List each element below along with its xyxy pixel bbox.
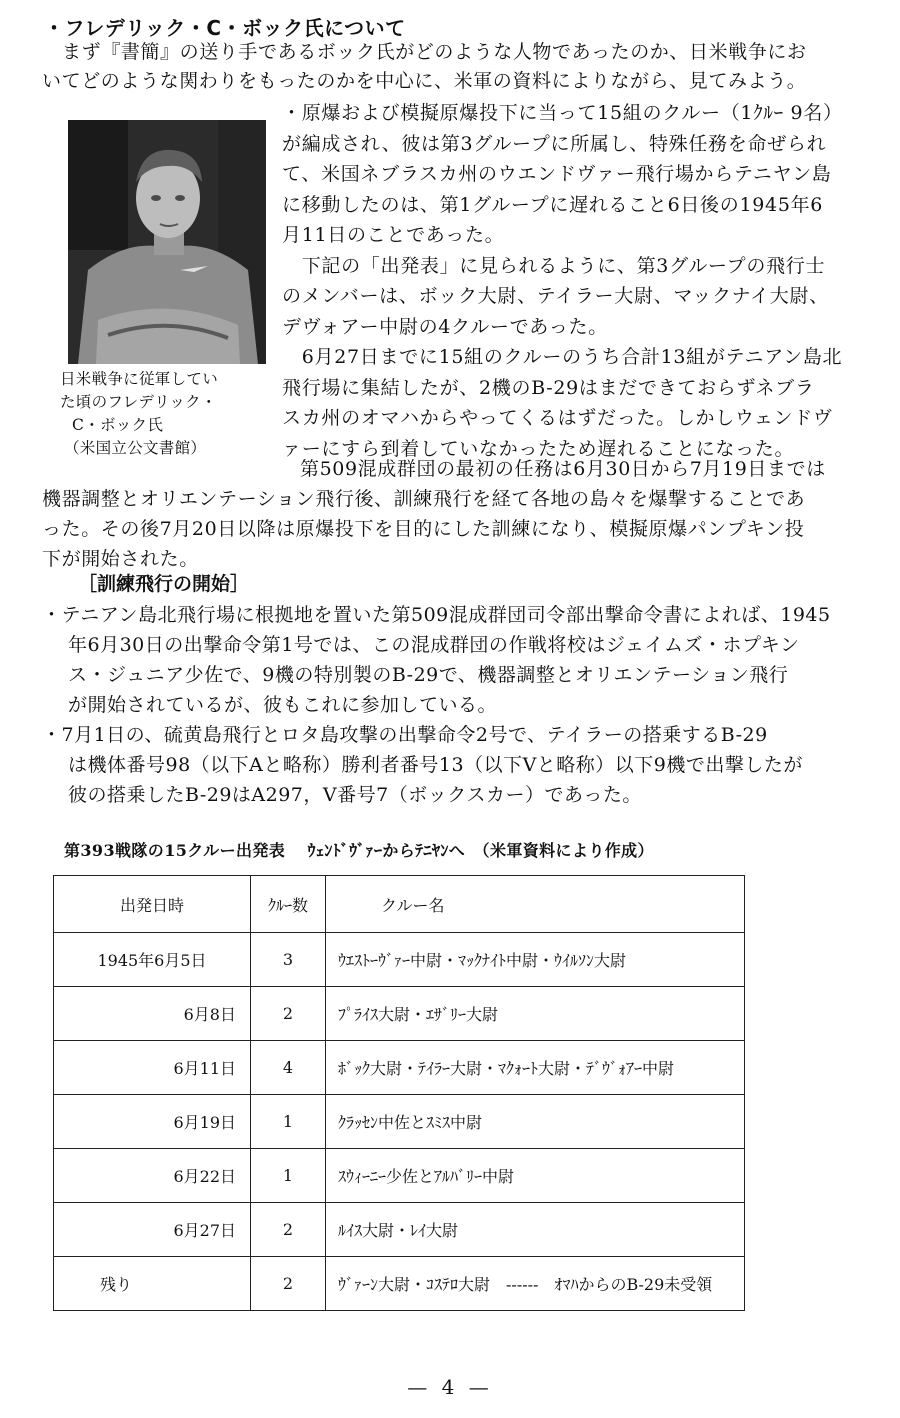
text-line: が開始されているが、彼もこれに参加している。 [68, 694, 498, 716]
table-row [54, 933, 745, 987]
date-cell: 6月22日 [54, 1149, 251, 1203]
text-line: 月11日のことであった。 [282, 224, 505, 246]
caption-line: C・ボック氏 [72, 416, 164, 434]
count-cell: 2 [251, 1257, 326, 1311]
crew-cell: ﾌﾟﾗｲｽ大尉・ｴｻﾞﾘｰ大尉 [326, 987, 745, 1041]
table-row [54, 1095, 745, 1149]
text-line: ・原爆および模擬原爆投下に当って15組のクルー（1ｸﾙｰ 9名） [282, 102, 843, 124]
text-line: が編成され、彼は第3グループに所属し、特殊任務を命ぜられ [282, 132, 827, 155]
table-row [54, 1203, 745, 1257]
column-header-date: 出発日時 [54, 876, 251, 933]
portrait-photo [68, 120, 266, 364]
crew-cell: ｳｴｽﾄｰｳﾞｧｰ中尉・ﾏｯｸﾅｲﾄ中尉・ｳｲﾙｿﾝ大尉 [326, 933, 745, 987]
table-row [54, 1041, 745, 1095]
text-line: 年6月30日の出撃命令第1号では、この混成群団の作戦将校はジェイムズ・ホプキン [68, 634, 800, 656]
page-number: — 4 — [407, 1375, 493, 1399]
table-header-row [54, 876, 745, 933]
text-line: 第509混成群団の最初の任務は6月30日から7月19日までは [300, 458, 826, 480]
intro-paragraph [42, 38, 807, 96]
text-line: 飛行場に集結したが、2機のB-29はまだできておらずネブラ [282, 376, 815, 399]
column-header-crew: クルー名 [326, 876, 745, 933]
crew-cell: ﾙｲｽ大尉・ﾚｲ大尉 [326, 1203, 745, 1257]
table-row [54, 987, 745, 1041]
text-line: ス・ジュニア少佐で、9機の特別製のB-29で、機器調整とオリエンテーション飛行 [68, 664, 789, 686]
caption-line: 日米戦争に従軍してい [60, 370, 219, 388]
crew-cell: ﾎﾞｯｸ大尉・ﾃｲﾗｰ大尉・ﾏｸｫｰﾄ大尉・ﾃﾞｳﾞｫｱｰ中尉 [326, 1041, 745, 1095]
caption-line: た頃のフレデリック・ [60, 393, 217, 411]
text-line: 下が開始された。 [42, 548, 199, 570]
crew-cell: ｽｳｨｰﾆｰ少佐とｱﾙﾊﾞﾘｰ中尉 [326, 1149, 745, 1203]
text-line: ・7月1日の、硫黄島飛行とロタ島攻撃の出撃命令2号で、テイラーの搭乗するB-29 [42, 724, 768, 746]
bullet-item [42, 600, 831, 720]
text-line: スカ州のオマハからやってくるはずだった。しかしウェンドヴ [282, 407, 833, 429]
caption-line: （米国立公文書館） [64, 439, 207, 457]
text-line: て、米国ネブラスカ州のウエンドヴァー飛行場からテニヤン島 [282, 163, 832, 185]
departure-table [53, 875, 745, 1311]
date-cell: 6月8日 [54, 987, 251, 1041]
bullet-item [42, 720, 803, 810]
text-line: デヴォアー中尉の4クルーであった。 [282, 315, 608, 338]
text-line: 機器調整とオリエンテーション飛行後、訓練飛行を経て各地の島々を爆撃することであ [42, 488, 806, 510]
training-subheading: ［訓練飛行の開始］ [78, 573, 250, 595]
text-line: いてどのような関わりをもったのかを中心に、米軍の資料によりながら、見てみよう。 [42, 70, 807, 92]
count-cell: 2 [251, 1203, 326, 1257]
photo-caption [60, 368, 278, 460]
count-cell: 2 [251, 987, 326, 1041]
text-line: ァーにすら到着していなかったため遅れることになった。 [282, 437, 795, 460]
date-cell: 残り [54, 1257, 251, 1311]
table-row [54, 1257, 745, 1311]
text-line: ・テニアン島北飛行場に根拠地を置いた第509混成群団司令部出撃命令書によれば、1945 [42, 604, 831, 626]
column-header-count: ｸﾙｰ数 [251, 876, 326, 933]
text-line: 下記の「出発表」に見られるように、第3グループの飛行士 [282, 254, 826, 277]
crew-cell: ｸﾗｯｾﾝ中佐とｽﾐｽ中尉 [326, 1095, 745, 1149]
date-cell: 1945年6月5日 [54, 933, 251, 987]
date-cell: 6月19日 [54, 1095, 251, 1149]
mission-paragraph [42, 454, 826, 574]
table-row [54, 1149, 745, 1203]
text-line: った。その後7月20日以降は原爆投下を目的にした訓練になり、模擬原爆パンプキン投 [42, 518, 805, 540]
table-title: 第393戦隊の15クルー出発表 ｳｪﾝﾄﾞｳﾞｧｰからﾃﾆﾔﾝへ （米軍資料により作成） [64, 841, 654, 860]
count-cell: 1 [251, 1149, 326, 1203]
count-cell: 4 [251, 1041, 326, 1095]
text-line: 彼の搭乗したB-29はA297，V番号7（ボックスカー）であった。 [68, 784, 642, 806]
date-cell: 6月11日 [54, 1041, 251, 1095]
count-cell: 1 [251, 1095, 326, 1149]
crew-cell: ｳﾞｧｰﾝ大尉・ｺｽﾃﾛ大尉 ------ ｵﾏﾊからのB-29未受領 [326, 1257, 745, 1311]
count-cell: 3 [251, 933, 326, 987]
date-cell: 6月27日 [54, 1203, 251, 1257]
text-line: のメンバーは、ボック大尉、テイラー大尉、マックナイ大尉、 [282, 285, 829, 307]
text-line: まず『書簡』の送り手であるボック氏がどのような人物であったのか、日米戦争にお [62, 41, 807, 63]
text-line: は機体番号98（以下Aと略称）勝利者番号13（以下Vと略称）以下9機で出撃したが [68, 754, 803, 776]
text-line: 6月27日までに15組のクルーのうち合計13組がテニアン島北 [282, 346, 843, 368]
side-paragraph [282, 98, 843, 464]
section-heading: ・フレデリック・C・ボック氏について [44, 16, 406, 40]
text-line: に移動したのは、第1グループに遅れること6日後の1945年6 [282, 193, 824, 216]
